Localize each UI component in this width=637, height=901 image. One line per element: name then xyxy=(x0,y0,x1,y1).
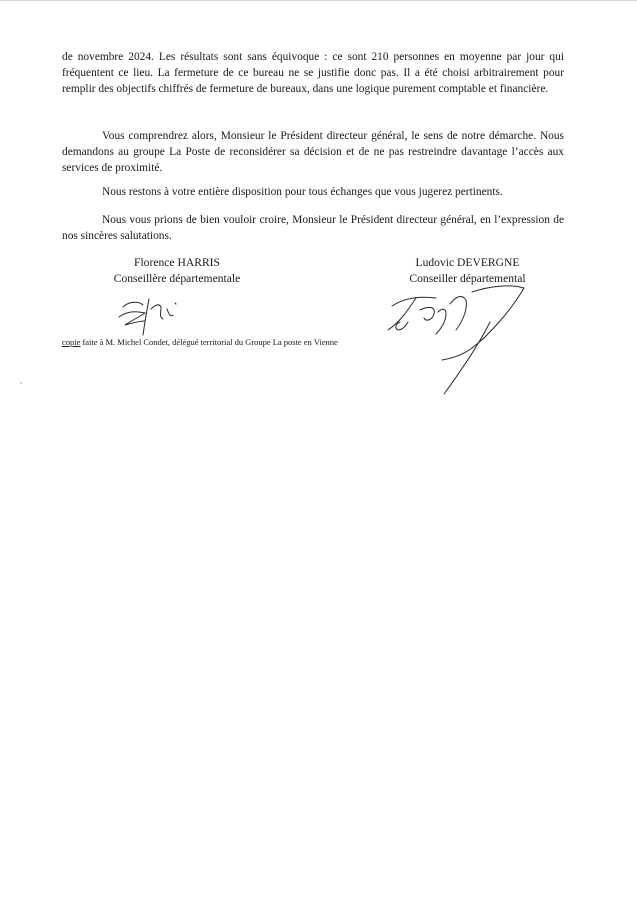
scan-speck xyxy=(20,382,22,384)
scan-edge-top xyxy=(0,0,637,1)
signatory-left-title: Conseillère départementale xyxy=(113,272,241,285)
paragraph-closing: Nous vous prions de bien vouloir croire, Monsieur le Président directeur général, en l’expression de nos sincères salutations. xyxy=(62,214,564,243)
signature-left-image xyxy=(115,295,195,340)
signatory-right-title: Conseiller départemental xyxy=(409,272,526,285)
copy-notice xyxy=(62,337,338,347)
signature-right-image xyxy=(380,282,540,402)
paragraph-request: Vous comprendrez alors, Monsieur le Président directeur général, le sens de notre démarche. Nous demandons au groupe La Poste de reconsidérer sa décision et de ne pas restreindre davantage l’accès aux services de proximité. xyxy=(62,130,564,175)
paragraph-visit-results: de novembre 2024. Les résultats sont sans équivoque : ce sont 210 personnes en moyenne par jour qui fréquentent ce lieu. La fermeture de ce bureau ne se justifie donc pas. Il a été choisi arbitrairement pour remplir des objectifs chiffrés de fermeture de bureaux, dans une logique purement comptable et financière. xyxy=(62,51,564,96)
paragraph-availability: Nous restons à votre entière disposition pour tous échanges que vous jugerez pertinents. xyxy=(102,186,503,198)
signatory-left xyxy=(92,255,262,287)
signatory-left-name: Florence HARRIS xyxy=(134,256,220,269)
signatory-right-name: Ludovic DEVERGNE xyxy=(415,256,520,269)
copy-notice-text: faite à M. Michel Condet, délégué territorial du Groupe La poste en Vienne xyxy=(80,337,338,347)
copy-notice-label: copie xyxy=(62,337,81,347)
